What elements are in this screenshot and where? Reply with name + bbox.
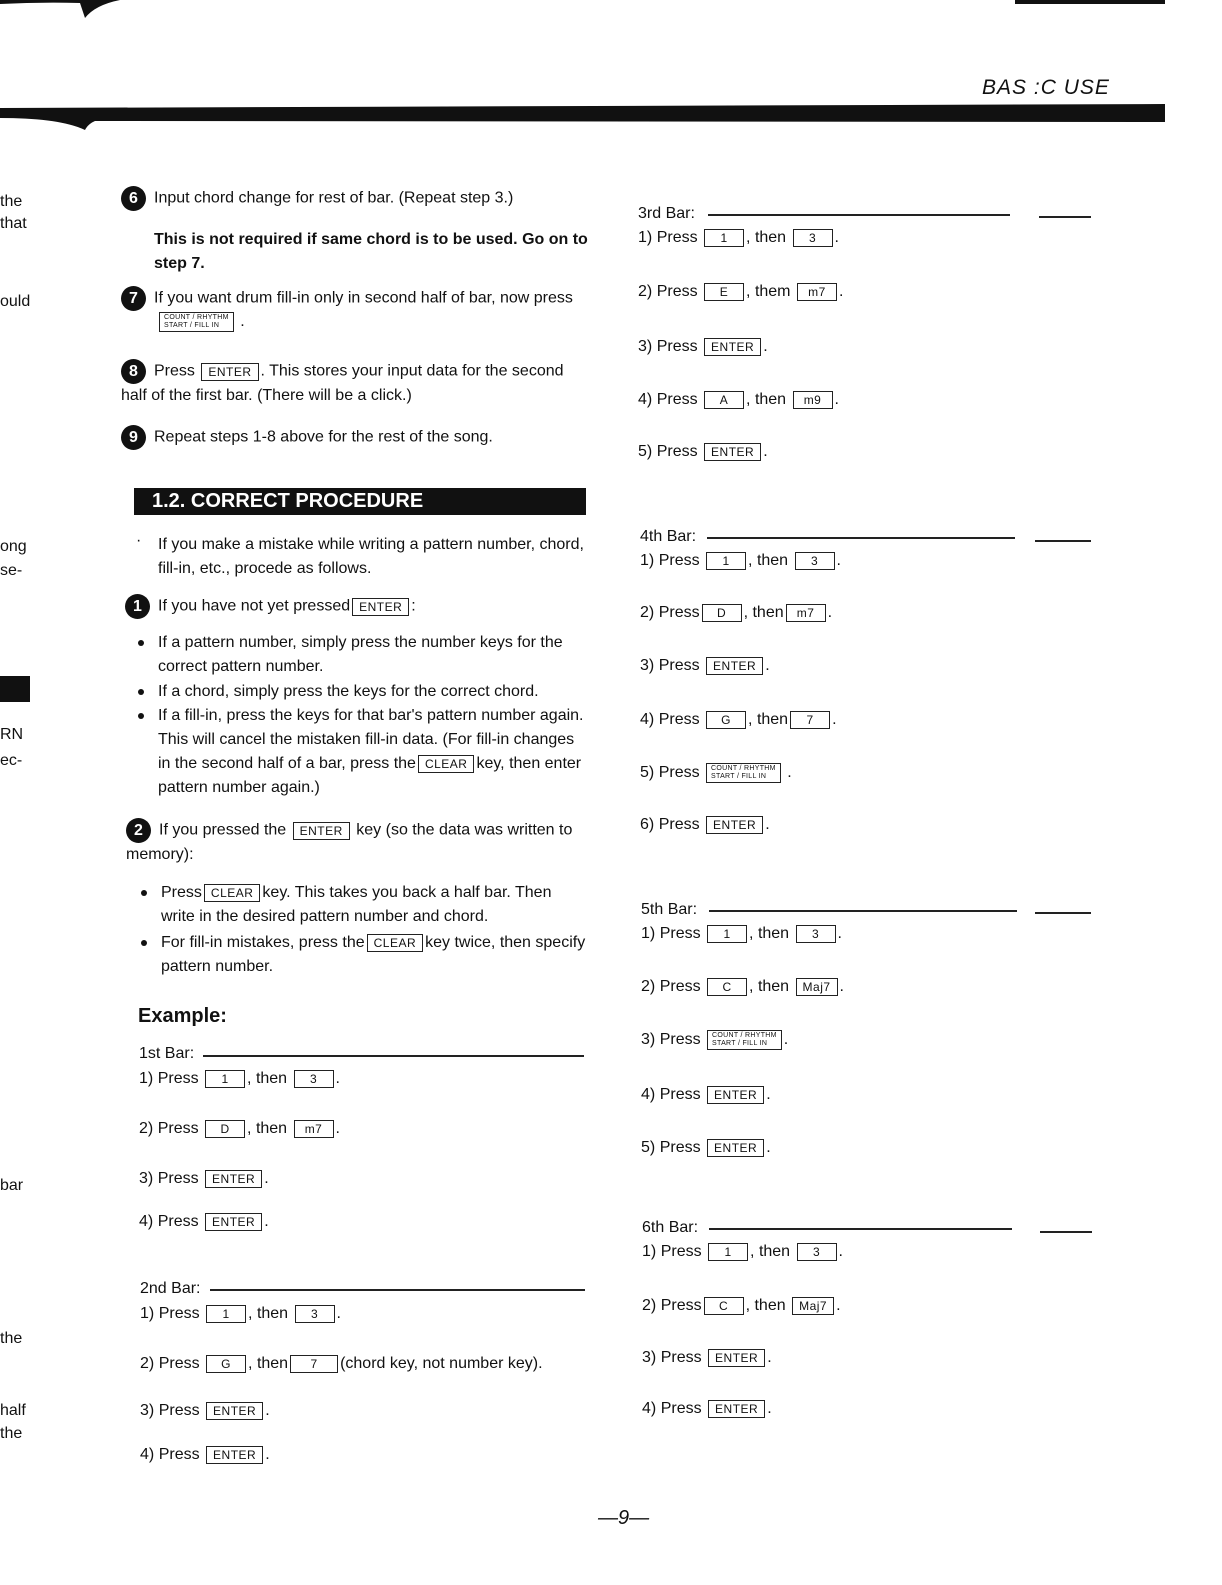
bar-step: 1) Press 1 , then 3 . (638, 229, 839, 247)
edge-text: ould (0, 293, 31, 310)
enter-key: ENTER (293, 822, 350, 840)
example-heading: Example: (138, 1005, 227, 1027)
edge-text: ec- (0, 752, 23, 769)
bar-label: 4th Bar: (640, 528, 697, 545)
step-6: 6 Input chord change for rest of bar. (Repeat step 3.) (121, 186, 591, 211)
step-number: 8 (121, 359, 146, 384)
bar-step: 4) Press G , then 7 . (640, 711, 837, 729)
step-number: 7 (121, 286, 146, 311)
page-number: —9— (598, 1507, 650, 1529)
step-7: 7 If you want drum fill-in only in second half of bar, now press (121, 286, 591, 311)
bar-step: 1) Press 1 , then 3 . (641, 925, 842, 943)
enter-key: ENTER (201, 363, 258, 381)
bar-step: 1) Press 1 , then 3 . (640, 552, 841, 570)
header-rule (0, 0, 1222, 130)
bar-step: 2) Press C , then Maj7 . (641, 978, 844, 996)
bar-step: 6) Press ENTER . (640, 816, 770, 834)
list-item: For fill-in mistakes, press the CLEAR key twice, then specify pattern number. (141, 931, 589, 979)
bar-step: 2) Press G , then 7 (chord key, not number key). (140, 1355, 543, 1373)
enter-key: ENTER (352, 598, 409, 616)
running-header: BAS :C USE (982, 76, 1110, 99)
bar-rule (708, 214, 1010, 216)
bar-step: 4) Press ENTER . (139, 1213, 269, 1231)
bar-step: 3) Press COUNT / RHYTHM START / FILL IN . (641, 1031, 789, 1049)
bar-step: 3) Press ENTER . (140, 1402, 270, 1420)
list-item: Press CLEAR key. This takes you back a half bar. Then write in the desired pattern number and chord. (141, 881, 589, 929)
step-9: 9 Repeat steps 1-8 above for the rest of the song. (121, 425, 591, 450)
edge-text: the (0, 1330, 23, 1347)
step-number: 6 (121, 186, 146, 211)
edge-text: bar (0, 1177, 24, 1194)
bar-step: 4) Press ENTER . (642, 1400, 772, 1418)
bar-step: 5) Press COUNT / RHYTHM START / FILL IN . (640, 764, 792, 782)
edge-text: RN (0, 726, 24, 743)
bar-step: 3) Press ENTER . (642, 1349, 772, 1367)
step-8: 8 Press ENTER . This stores your input data for the second half of the first bar. (There will be a click.) (121, 359, 591, 408)
edge-text: that (0, 215, 27, 232)
bar-rule (709, 910, 1017, 912)
bar-step: 4) Press ENTER . (140, 1446, 270, 1464)
bar-step: 2) Press E , them m7 . (638, 283, 844, 301)
edge-block (0, 676, 30, 702)
correct-step-1: 1 If you have not yet pressed ENTER : (125, 594, 595, 619)
clear-key: CLEAR (367, 934, 424, 952)
edge-text: se- (0, 562, 23, 579)
bar-step: 1) Press 1 , then 3 . (140, 1305, 341, 1323)
bar-step: 3) Press ENTER . (139, 1170, 269, 1188)
bar-rule (203, 1055, 584, 1057)
bar-label: 3rd Bar: (638, 205, 695, 222)
bar-label: 1st Bar: (139, 1045, 195, 1062)
intro-text: · If you make a mistake while writing a pattern number, chord, fill-in, etc., procede as follows. (136, 532, 584, 577)
step-number: 1 (125, 594, 150, 619)
edge-text: the (0, 1425, 23, 1442)
bar-rule (1035, 540, 1091, 542)
bar-rule (1035, 912, 1091, 914)
bar-step: 1) Press 1 , then 3 . (139, 1070, 340, 1088)
bar-step: 3) Press ENTER . (638, 338, 768, 356)
bar-step: 2) Press C , then Maj7 . (642, 1297, 841, 1315)
bar-step: 5) Press ENTER . (638, 443, 768, 461)
bar-label: 2nd Bar: (140, 1280, 201, 1297)
edge-text: ong (0, 538, 27, 555)
list-item: If a pattern number, simply press the number keys for the correct pattern number. (138, 631, 588, 679)
bar-step: 1) Press 1 , then 3 . (642, 1243, 843, 1261)
list-item: If a fill-in, press the keys for that bar's pattern number again. This will cancel the mistaken fill-in data. (For fill-in changes in the second half of a bar, press the CLEAR key, then enter pattern number again.) (138, 704, 588, 800)
bar-step: 3) Press ENTER . (640, 657, 770, 675)
section-title: 1.2. CORRECT PROCEDURE (134, 488, 586, 515)
bar-step: 2) Press D , then m7 . (139, 1120, 340, 1138)
bar-rule (707, 537, 1015, 539)
bar-label: 5th Bar: (641, 901, 698, 918)
bar-step: 4) Press A , then m9 . (638, 391, 839, 409)
bar-rule (709, 1228, 1012, 1230)
bar-rule (210, 1289, 585, 1291)
bar-rule (1040, 1231, 1092, 1233)
clear-key: CLEAR (204, 884, 261, 902)
edge-text: half (0, 1402, 26, 1419)
bar-label: 6th Bar: (642, 1219, 699, 1236)
step-number: 9 (121, 425, 146, 450)
bar-rule (1039, 216, 1091, 218)
clear-key: CLEAR (418, 755, 475, 773)
bar-step: 4) Press ENTER . (641, 1086, 771, 1104)
edge-text: the (0, 193, 23, 210)
count-start-key: COUNT / RHYTHM START / FILL IN . (157, 312, 245, 332)
correct-step-2: 2 If you pressed the ENTER key (so the data was written to memory): (126, 818, 591, 867)
step-number: 2 (126, 818, 151, 843)
bar-step: 2) Press D , then m7 . (640, 604, 833, 622)
list-item: If a chord, simply press the keys for the correct chord. (138, 680, 588, 704)
step-6-note: This is not required if same chord is to be used. Go on to step 7. (154, 231, 588, 272)
bar-step: 5) Press ENTER . (641, 1139, 771, 1157)
